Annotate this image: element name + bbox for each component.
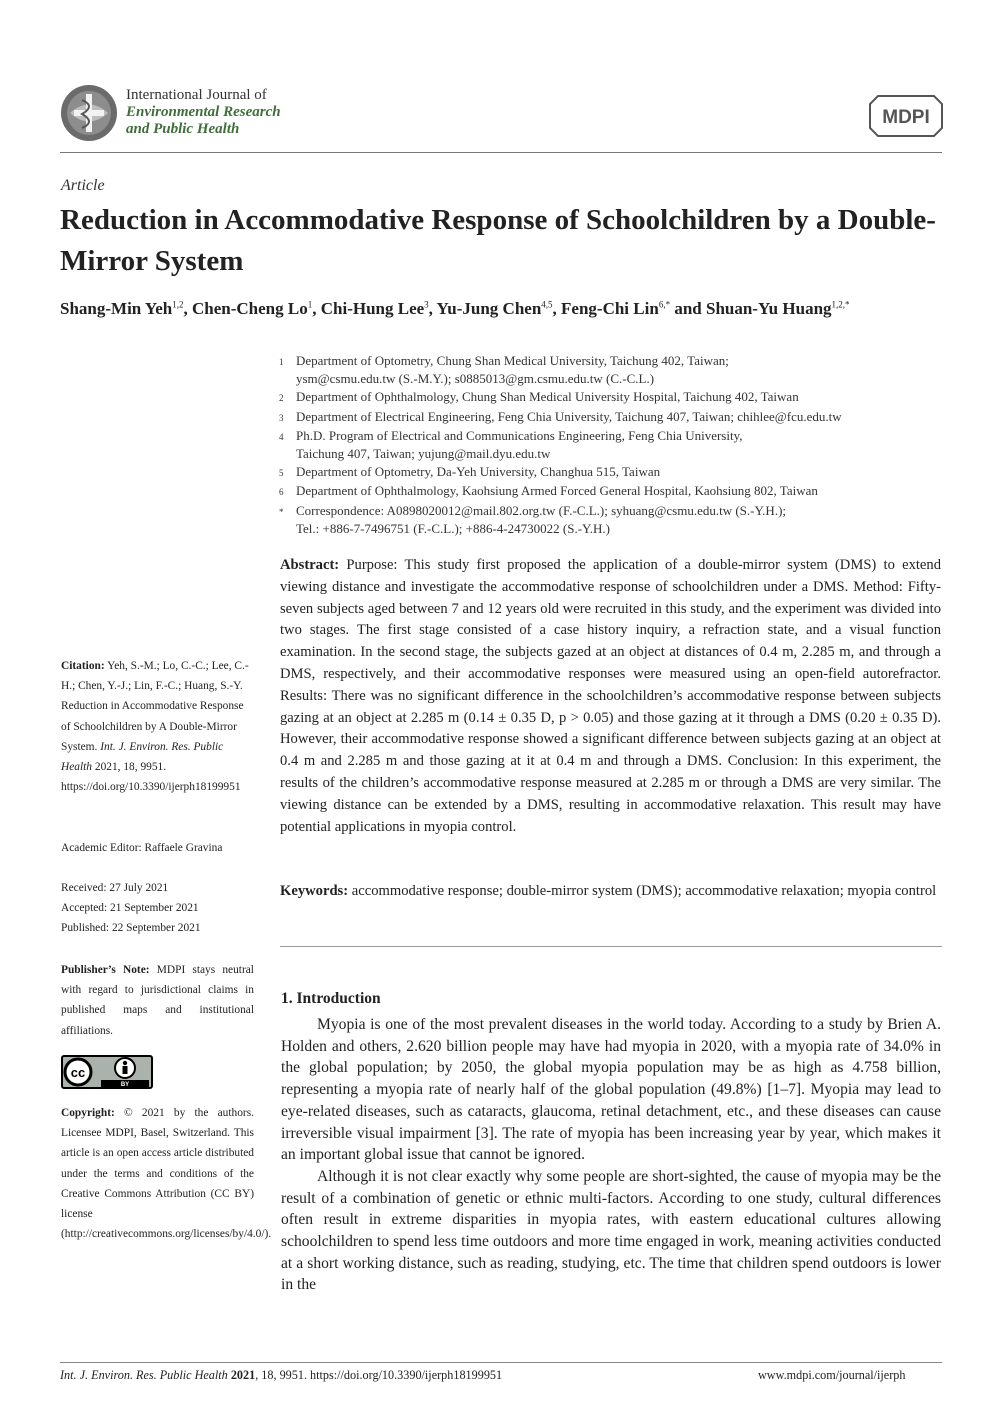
author-name: Shang-Min Yeh bbox=[60, 299, 173, 318]
author-separator: and bbox=[670, 299, 706, 318]
affiliation-item bbox=[279, 352, 949, 388]
section-heading-introduction: 1. Introduction bbox=[281, 990, 381, 1007]
publisher-note bbox=[61, 960, 254, 1041]
author-affiliation-marker: 4,5 bbox=[541, 299, 553, 310]
affiliation-item bbox=[279, 408, 949, 427]
author-name: Chen-Cheng Lo bbox=[192, 299, 308, 318]
journal-seal-icon bbox=[60, 84, 118, 142]
abstract-rule bbox=[280, 946, 942, 947]
copyright-text: © 2021 by the authors. Licensee MDPI, Basel, Switzerland. This article is an open access article distributed under the terms and conditions of the Creative Commons Attribution (CC BY) license (http://creativecommons.org/licenses/by/4.0/). bbox=[61, 1107, 272, 1241]
affiliation-text: Department of Optometry, Chung Shan Medical University, Taichung 402, Taiwan; ysm@csmu.edu.tw (S.-M.Y.); s0885013@gm.csmu.edu.tw (C.-C.L.) bbox=[296, 353, 729, 387]
affiliation-marker: * bbox=[279, 506, 284, 517]
journal-name-line3: and Public Health bbox=[126, 121, 240, 137]
academic-editor: Academic Editor: Raffaele Gravina bbox=[61, 842, 223, 854]
abstract bbox=[280, 555, 941, 838]
journal-name-line2: Environmental Research bbox=[126, 104, 281, 120]
affiliation-item bbox=[279, 482, 949, 501]
paragraph: Myopia is one of the most prevalent diseases in the world today. According to a study by Brien A. Holden and others, 2.620 billion people may have had myopia in 2020, with a myopia rate of 34.0% in the global population; by 2050, the global myopia population may be as high as 4.758 billion, representing a myopia rate of nearly half of the global population (49.8%) [1–7]. Myopia may lead to eye-related diseases, such as cataracts, glaucoma, retinal detachment, etc., and these diseases can cause irreversible visual impairment [3]. The rate of myopia has been increasing year by year, which makes it an important global issue that cannot be ignored. bbox=[281, 1016, 941, 1164]
author-separator: , bbox=[428, 299, 437, 318]
article-type: Article bbox=[61, 177, 105, 194]
abstract-text: Purpose: This study first proposed the application of a double-mirror system (DMS) to extend viewing distance and investigate the accommodative response of schoolchildren under a DMS. Method: Fifty-seven subjects aged between 7 and 12 years old were recruited in this study, and the experiment was divided into two stages. The first stage consisted of a case history inquiry, a refraction state, and a visual function examination. In the second stage, the subjects gazed at an object at distances of 0.4 m, 2.285 m, and through a DMS, respectively, and their accommodative responses were measured using an open-field autorefractor. Results: There was no significant difference in the schoolchildren’s accommodative response between subjects gazing at an object at 2.285 m (0.14 ± 0.35 D, p > 0.05) and those gazing at it through a DMS (0.20 ± 0.35 D). However, their accommodative response showed a significant difference between subjects gazing at an object at 0.4 m and 2.285 m and those gazing at it at 0.4 m and through a DMS. Conclusion: In this experiment, the results of the children’s accommodative response measured at 2.285 m or through a DMS are very similar. The viewing distance can be extended by a DMS, resulting in accommodative relaxation. This result may have potential applications in myopia control. bbox=[280, 557, 941, 835]
footer-url-link[interactable]: www.mdpi.com/journal/ijerph bbox=[758, 1368, 906, 1382]
affiliation-marker: 1 bbox=[279, 357, 284, 367]
affiliation-marker: 2 bbox=[279, 393, 284, 404]
citation-block bbox=[61, 656, 254, 797]
journal-logo bbox=[60, 84, 118, 142]
paragraph: Although it is not clear exactly why some people are short-sighted, the cause of myopia may be the result of a combination of genetic or ethnic multi-factors. According to one study, cultural differences often result in extreme disparities in myopia rates, with eastern educational cultures allowing schoolchildren to spend less time outdoors and more time engaged in work, meaning activities conducted at a short working distance, such as reading, studying, etc. The time that children spend outdoors is lower in the bbox=[281, 1167, 941, 1294]
affiliation-marker: 4 bbox=[279, 431, 284, 442]
author-affiliation-marker: 3 bbox=[424, 299, 429, 310]
author-affiliation-marker: 6,* bbox=[658, 299, 671, 310]
keywords bbox=[280, 881, 941, 903]
header-rule bbox=[60, 152, 942, 153]
dates-block bbox=[61, 878, 254, 939]
mdpi-logo-text: MDPI bbox=[882, 107, 930, 128]
footer-rule bbox=[60, 1362, 942, 1363]
journal-name bbox=[126, 87, 281, 138]
abstract-label: Abstract: bbox=[280, 557, 340, 573]
citation-journal: Int. J. Environ. Res. Public Health bbox=[61, 740, 224, 774]
keywords-label: Keywords: bbox=[280, 883, 349, 899]
author-separator: , bbox=[183, 299, 193, 318]
accepted-date: Accepted: 21 September 2021 bbox=[61, 902, 199, 915]
journal-name-line1: International Journal of bbox=[126, 87, 267, 103]
cc-badge-text: BY bbox=[120, 1082, 130, 1088]
author-name: Feng-Chi Lin bbox=[561, 299, 659, 318]
copyright-block bbox=[61, 1103, 272, 1244]
affiliations bbox=[279, 352, 949, 538]
published-date: Published: 22 September 2021 bbox=[61, 922, 201, 935]
publisher-note-label: Publisher’s Note: bbox=[61, 964, 150, 976]
affiliation-text: Correspondence: A0898020012@mail.802.org.tw (F.-C.L.); syhuang@csmu.edu.tw (S.-Y.H.); Tel.: +886-7-7496751 (F.-C.L.); +886-4-24730022 (S.-Y.H.) bbox=[296, 502, 787, 536]
footer-year: 2021 bbox=[230, 1368, 256, 1382]
author-affiliation-marker: 1,2 bbox=[172, 299, 184, 310]
keywords-text: accommodative response; double-mirror system (DMS); accommodative relaxation; myopia control bbox=[351, 883, 937, 899]
affiliation-text: Ph.D. Program of Electrical and Communications Engineering, Feng Chia University, Taichung 407, Taiwan; yujung@mail.dyu.edu.tw bbox=[296, 427, 743, 462]
footer-details: , 18, 9951. https://doi.org/10.3390/ijerph18199951 bbox=[255, 1368, 503, 1382]
author-name: Chi-Hung Lee bbox=[320, 299, 425, 318]
citation-text: Yeh, S.-M.; Lo, C.-C.; Lee, C.-H.; Chen, Y.-J.; Lin, F.-C.; Huang, S.-Y. Reduction in Accommodative Response of Schoolchildren by A Double-Mirror System. bbox=[61, 660, 249, 753]
affiliation-item bbox=[279, 427, 949, 463]
author-separator: , bbox=[312, 299, 321, 318]
received-date: Received: 27 July 2021 bbox=[61, 882, 169, 894]
footer-journal: Int. J. Environ. Res. Public Health bbox=[60, 1368, 228, 1382]
author-name: Shuan-Yu Huang bbox=[705, 299, 832, 318]
author-name: Yu-Jung Chen bbox=[436, 299, 542, 318]
svg-text:cc: cc bbox=[70, 1065, 86, 1080]
author-separator: , bbox=[552, 299, 562, 318]
author-affiliation-marker: 1 bbox=[307, 299, 313, 310]
affiliation-item bbox=[279, 388, 949, 407]
mdpi-logo bbox=[868, 92, 944, 140]
article-title: Reduction in Accommodative Response of Schoolchildren by a Double-Mirror System bbox=[60, 204, 936, 277]
affiliation-marker: 5 bbox=[279, 468, 284, 479]
affiliation-text: Department of Ophthalmology, Kaohsiung Armed Forced General Hospital, Kaohsiung 802, Taiwan bbox=[296, 483, 818, 499]
publisher-note-text: MDPI stays neutral with regard to jurisdictional claims in published maps and institutional affiliations. bbox=[61, 964, 254, 1037]
affiliation-item bbox=[279, 502, 949, 538]
citation-label: Citation: bbox=[61, 660, 105, 672]
author-list bbox=[60, 299, 950, 319]
affiliation-text: Department of Optometry, Da-Yeh University, Changhua 515, Taiwan bbox=[296, 464, 661, 480]
affiliation-marker: 3 bbox=[279, 412, 284, 423]
affiliation-item bbox=[279, 463, 949, 482]
copyright-label: Copyright: bbox=[61, 1107, 115, 1119]
affiliation-text: Department of Electrical Engineering, Feng Chia University, Taichung 407, Taiwan; chihlee@fcu.edu.tw bbox=[296, 408, 842, 424]
introduction-body bbox=[281, 1014, 941, 1296]
footer-citation bbox=[60, 1368, 502, 1383]
affiliation-marker: 6 bbox=[279, 487, 284, 498]
affiliation-text: Department of Ophthalmology, Chung Shan Medical University Hospital, Taichung 402, Taiwan bbox=[296, 389, 799, 405]
citation-tail: 2021, 18, 9951. https://doi.org/10.3390/ijerph18199951 bbox=[61, 761, 241, 794]
author-affiliation-marker: 1,2,* bbox=[831, 299, 850, 310]
cc-by-badge[interactable] bbox=[61, 1055, 153, 1089]
